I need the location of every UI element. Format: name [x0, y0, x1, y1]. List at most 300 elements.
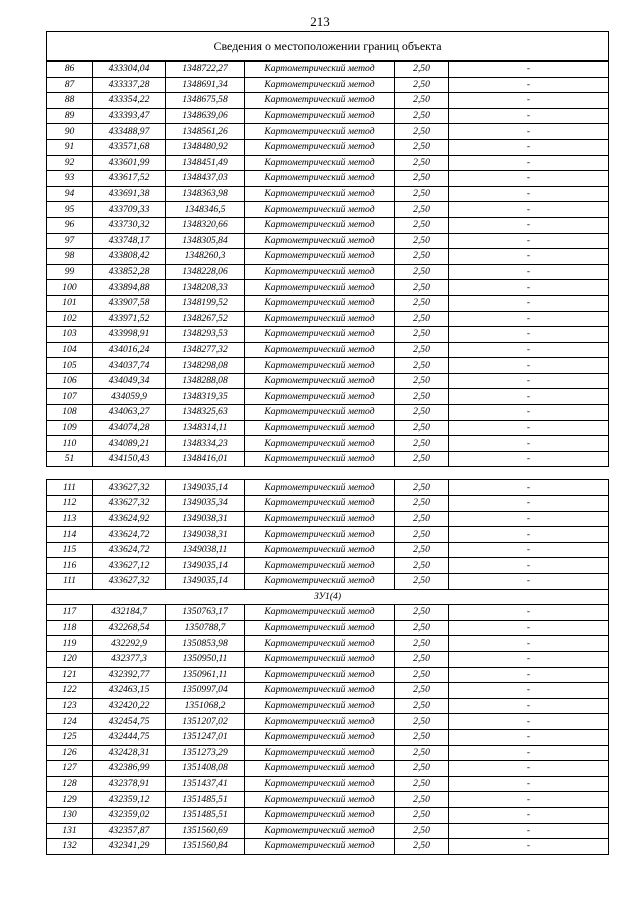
x-coordinate-cell: 434150,43	[93, 451, 166, 467]
method-cell: Картометрический метод	[245, 667, 395, 683]
y-coordinate-cell: 1351408,08	[166, 761, 245, 777]
table-row	[47, 574, 609, 590]
y-coordinate-cell: 1348293,53	[166, 327, 245, 343]
y-coordinate-cell: 1349035,14	[166, 574, 245, 590]
x-coordinate-cell: 434074,28	[93, 420, 166, 436]
point-number-cell: 119	[47, 636, 93, 652]
table-row	[47, 295, 609, 311]
x-coordinate-cell: 433354,22	[93, 93, 166, 109]
y-coordinate-cell: 1348228,06	[166, 264, 245, 280]
note-cell: -	[449, 496, 609, 512]
y-coordinate-cell: 1351068,2	[166, 698, 245, 714]
x-coordinate-cell: 433808,42	[93, 249, 166, 265]
table-row	[47, 373, 609, 389]
x-coordinate-cell: 433393,47	[93, 108, 166, 124]
table-row	[47, 124, 609, 140]
y-coordinate-cell: 1349038,31	[166, 511, 245, 527]
note-cell: -	[449, 186, 609, 202]
note-cell: -	[449, 683, 609, 699]
method-cell: Картометрический метод	[245, 807, 395, 823]
note-cell: -	[449, 155, 609, 171]
y-coordinate-cell: 1348199,52	[166, 295, 245, 311]
accuracy-cell: 2,50	[395, 714, 449, 730]
table-row	[47, 667, 609, 683]
x-coordinate-cell: 432292,9	[93, 636, 166, 652]
table-row	[47, 217, 609, 233]
note-cell: -	[449, 776, 609, 792]
accuracy-cell: 2,50	[395, 667, 449, 683]
accuracy-cell: 2,50	[395, 496, 449, 512]
method-cell: Картометрический метод	[245, 558, 395, 574]
x-coordinate-cell: 434037,74	[93, 358, 166, 374]
y-coordinate-cell: 1348416,01	[166, 451, 245, 467]
method-cell: Картометрический метод	[245, 683, 395, 699]
table-row	[47, 776, 609, 792]
y-coordinate-cell: 1349035,14	[166, 558, 245, 574]
accuracy-cell: 2,50	[395, 358, 449, 374]
y-coordinate-cell: 1350763,17	[166, 605, 245, 621]
accuracy-cell: 2,50	[395, 405, 449, 421]
method-cell: Картометрический метод	[245, 574, 395, 590]
note-cell: -	[449, 823, 609, 839]
table-row	[47, 327, 609, 343]
accuracy-cell: 2,50	[395, 776, 449, 792]
y-coordinate-cell: 1348325,63	[166, 405, 245, 421]
method-cell: Картометрический метод	[245, 108, 395, 124]
point-number-cell: 128	[47, 776, 93, 792]
point-number-cell: 86	[47, 61, 93, 77]
note-cell: -	[449, 542, 609, 558]
table-row	[47, 636, 609, 652]
y-coordinate-cell: 1349038,31	[166, 527, 245, 543]
x-coordinate-cell: 432392,77	[93, 667, 166, 683]
point-number-cell: 94	[47, 186, 93, 202]
x-coordinate-cell: 432341,29	[93, 839, 166, 855]
x-coordinate-cell: 433627,12	[93, 558, 166, 574]
method-cell: Картометрический метод	[245, 202, 395, 218]
point-number-cell: 124	[47, 714, 93, 730]
point-number-cell: 111	[47, 574, 93, 590]
x-coordinate-cell: 433709,33	[93, 202, 166, 218]
table-row	[47, 202, 609, 218]
table-row	[47, 480, 609, 496]
note-cell: -	[449, 605, 609, 621]
x-coordinate-cell: 433617,52	[93, 171, 166, 187]
x-coordinate-cell: 432359,12	[93, 792, 166, 808]
boundary-coordinates-table	[46, 31, 609, 855]
method-cell: Картометрический метод	[245, 761, 395, 777]
y-coordinate-cell: 1348561,26	[166, 124, 245, 140]
point-number-cell: 108	[47, 405, 93, 421]
point-number-cell: 110	[47, 436, 93, 452]
point-number-cell: 125	[47, 729, 93, 745]
note-cell: -	[449, 761, 609, 777]
y-coordinate-cell: 1351485,51	[166, 807, 245, 823]
table-title: Сведения о местоположении границ объекта	[47, 32, 609, 62]
method-cell: Картометрический метод	[245, 373, 395, 389]
note-cell: -	[449, 729, 609, 745]
note-cell: -	[449, 202, 609, 218]
y-coordinate-cell: 1350950,11	[166, 651, 245, 667]
y-coordinate-cell: 1348305,84	[166, 233, 245, 249]
note-cell: -	[449, 389, 609, 405]
y-coordinate-cell: 1350997,04	[166, 683, 245, 699]
note-cell: -	[449, 139, 609, 155]
accuracy-cell: 2,50	[395, 698, 449, 714]
point-number-cell: 51	[47, 451, 93, 467]
note-cell: -	[449, 171, 609, 187]
table-row	[47, 698, 609, 714]
y-coordinate-cell: 1349038,11	[166, 542, 245, 558]
note-cell: -	[449, 527, 609, 543]
method-cell: Картометрический метод	[245, 605, 395, 621]
table-row	[47, 558, 609, 574]
method-cell: Картометрический метод	[245, 171, 395, 187]
point-number-cell: 87	[47, 77, 93, 93]
y-coordinate-cell: 1348334,23	[166, 436, 245, 452]
x-coordinate-cell: 432184,7	[93, 605, 166, 621]
x-coordinate-cell: 433337,28	[93, 77, 166, 93]
table-row	[47, 61, 609, 77]
table-row	[47, 280, 609, 296]
section-heading: ЗУ1(4)	[47, 589, 609, 605]
y-coordinate-cell: 1348691,34	[166, 77, 245, 93]
accuracy-cell: 2,50	[395, 264, 449, 280]
accuracy-cell: 2,50	[395, 108, 449, 124]
method-cell: Картометрический метод	[245, 511, 395, 527]
method-cell: Картометрический метод	[245, 651, 395, 667]
point-number-cell: 113	[47, 511, 93, 527]
method-cell: Картометрический метод	[245, 264, 395, 280]
accuracy-cell: 2,50	[395, 233, 449, 249]
method-cell: Картометрический метод	[245, 839, 395, 855]
point-number-cell: 93	[47, 171, 93, 187]
method-cell: Картометрический метод	[245, 280, 395, 296]
point-number-cell: 98	[47, 249, 93, 265]
method-cell: Картометрический метод	[245, 358, 395, 374]
table-row	[47, 620, 609, 636]
point-number-cell: 101	[47, 295, 93, 311]
note-cell: -	[449, 511, 609, 527]
point-number-cell: 112	[47, 496, 93, 512]
y-coordinate-cell: 1348314,11	[166, 420, 245, 436]
accuracy-cell: 2,50	[395, 327, 449, 343]
note-cell: -	[449, 839, 609, 855]
table-row	[47, 714, 609, 730]
x-coordinate-cell: 432359,02	[93, 807, 166, 823]
x-coordinate-cell: 432357,87	[93, 823, 166, 839]
method-cell: Картометрический метод	[245, 480, 395, 496]
note-cell: -	[449, 217, 609, 233]
y-coordinate-cell: 1349035,34	[166, 496, 245, 512]
table-row	[47, 761, 609, 777]
y-coordinate-cell: 1348208,33	[166, 280, 245, 296]
note-cell: -	[449, 667, 609, 683]
accuracy-cell: 2,50	[395, 527, 449, 543]
y-coordinate-cell: 1348277,32	[166, 342, 245, 358]
method-cell: Картометрический метод	[245, 714, 395, 730]
note-cell: -	[449, 295, 609, 311]
method-cell: Картометрический метод	[245, 729, 395, 745]
accuracy-cell: 2,50	[395, 792, 449, 808]
y-coordinate-cell: 1348346,5	[166, 202, 245, 218]
point-number-cell: 122	[47, 683, 93, 699]
point-number-cell: 114	[47, 527, 93, 543]
note-cell: -	[449, 358, 609, 374]
y-coordinate-cell: 1351485,51	[166, 792, 245, 808]
x-coordinate-cell: 434089,21	[93, 436, 166, 452]
accuracy-cell: 2,50	[395, 574, 449, 590]
point-number-cell: 130	[47, 807, 93, 823]
y-coordinate-cell: 1348437,03	[166, 171, 245, 187]
accuracy-cell: 2,50	[395, 558, 449, 574]
table-row	[47, 77, 609, 93]
method-cell: Картометрический метод	[245, 527, 395, 543]
method-cell: Картометрический метод	[245, 823, 395, 839]
note-cell: -	[449, 327, 609, 343]
x-coordinate-cell: 433627,32	[93, 574, 166, 590]
method-cell: Картометрический метод	[245, 792, 395, 808]
accuracy-cell: 2,50	[395, 839, 449, 855]
note-cell: -	[449, 745, 609, 761]
table-row	[47, 745, 609, 761]
point-number-cell: 126	[47, 745, 93, 761]
note-cell: -	[449, 698, 609, 714]
accuracy-cell: 2,50	[395, 511, 449, 527]
point-number-cell: 89	[47, 108, 93, 124]
note-cell: -	[449, 420, 609, 436]
table-row	[47, 139, 609, 155]
x-coordinate-cell: 434059,9	[93, 389, 166, 405]
y-coordinate-cell: 1351207,02	[166, 714, 245, 730]
accuracy-cell: 2,50	[395, 480, 449, 496]
point-number-cell: 106	[47, 373, 93, 389]
note-cell: -	[449, 93, 609, 109]
table-row	[47, 264, 609, 280]
accuracy-cell: 2,50	[395, 807, 449, 823]
point-number-cell: 123	[47, 698, 93, 714]
blank-cell	[47, 467, 609, 480]
note-cell: -	[449, 233, 609, 249]
method-cell: Картометрический метод	[245, 776, 395, 792]
y-coordinate-cell: 1351273,29	[166, 745, 245, 761]
method-cell: Картометрический метод	[245, 61, 395, 77]
note-cell: -	[449, 620, 609, 636]
table-row	[47, 839, 609, 855]
point-number-cell: 99	[47, 264, 93, 280]
table-row	[47, 93, 609, 109]
table-row	[47, 342, 609, 358]
note-cell: -	[449, 636, 609, 652]
note-cell: -	[449, 61, 609, 77]
x-coordinate-cell: 433627,32	[93, 480, 166, 496]
table-row	[47, 186, 609, 202]
y-coordinate-cell: 1348675,58	[166, 93, 245, 109]
point-number-cell: 121	[47, 667, 93, 683]
accuracy-cell: 2,50	[395, 280, 449, 296]
point-number-cell: 118	[47, 620, 93, 636]
table-row	[47, 108, 609, 124]
accuracy-cell: 2,50	[395, 124, 449, 140]
y-coordinate-cell: 1348722,27	[166, 61, 245, 77]
table-row	[47, 511, 609, 527]
y-coordinate-cell: 1350961,11	[166, 667, 245, 683]
x-coordinate-cell: 433998,91	[93, 327, 166, 343]
method-cell: Картометрический метод	[245, 389, 395, 405]
y-coordinate-cell: 1348480,92	[166, 139, 245, 155]
note-cell: -	[449, 124, 609, 140]
x-coordinate-cell: 433907,58	[93, 295, 166, 311]
x-coordinate-cell: 432377,3	[93, 651, 166, 667]
point-number-cell: 96	[47, 217, 93, 233]
note-cell: -	[449, 373, 609, 389]
point-number-cell: 127	[47, 761, 93, 777]
table-row	[47, 249, 609, 265]
accuracy-cell: 2,50	[395, 77, 449, 93]
method-cell: Картометрический метод	[245, 405, 395, 421]
note-cell: -	[449, 574, 609, 590]
accuracy-cell: 2,50	[395, 186, 449, 202]
note-cell: -	[449, 342, 609, 358]
note-cell: -	[449, 451, 609, 467]
y-coordinate-cell: 1348320,66	[166, 217, 245, 233]
page-number: 213	[310, 14, 330, 29]
method-cell: Картометрический метод	[245, 342, 395, 358]
x-coordinate-cell: 432378,91	[93, 776, 166, 792]
note-cell: -	[449, 249, 609, 265]
table-row	[47, 389, 609, 405]
table-row	[47, 420, 609, 436]
method-cell: Картометрический метод	[245, 295, 395, 311]
accuracy-cell: 2,50	[395, 651, 449, 667]
x-coordinate-cell: 433488,97	[93, 124, 166, 140]
x-coordinate-cell: 433601,99	[93, 155, 166, 171]
y-coordinate-cell: 1348260,3	[166, 249, 245, 265]
method-cell: Картометрический метод	[245, 93, 395, 109]
method-cell: Картометрический метод	[245, 124, 395, 140]
point-number-cell: 97	[47, 233, 93, 249]
table-row	[47, 405, 609, 421]
y-coordinate-cell: 1348288,08	[166, 373, 245, 389]
table-row	[47, 451, 609, 467]
accuracy-cell: 2,50	[395, 451, 449, 467]
accuracy-cell: 2,50	[395, 342, 449, 358]
accuracy-cell: 2,50	[395, 389, 449, 405]
point-number-cell: 88	[47, 93, 93, 109]
accuracy-cell: 2,50	[395, 636, 449, 652]
x-coordinate-cell: 432463,15	[93, 683, 166, 699]
y-coordinate-cell: 1350788,7	[166, 620, 245, 636]
method-cell: Картометрический метод	[245, 496, 395, 512]
note-cell: -	[449, 77, 609, 93]
note-cell: -	[449, 264, 609, 280]
accuracy-cell: 2,50	[395, 436, 449, 452]
method-cell: Картометрический метод	[245, 327, 395, 343]
point-number-cell: 109	[47, 420, 93, 436]
x-coordinate-cell: 433624,92	[93, 511, 166, 527]
y-coordinate-cell: 1351560,69	[166, 823, 245, 839]
method-cell: Картометрический метод	[245, 186, 395, 202]
method-cell: Картометрический метод	[245, 217, 395, 233]
section-heading-row	[47, 589, 609, 605]
point-number-cell: 92	[47, 155, 93, 171]
accuracy-cell: 2,50	[395, 620, 449, 636]
point-number-cell: 117	[47, 605, 93, 621]
x-coordinate-cell: 433971,52	[93, 311, 166, 327]
point-number-cell: 115	[47, 542, 93, 558]
table-title-row	[47, 32, 609, 62]
method-cell: Картометрический метод	[245, 233, 395, 249]
table-row	[47, 358, 609, 374]
accuracy-cell: 2,50	[395, 171, 449, 187]
y-coordinate-cell: 1348639,06	[166, 108, 245, 124]
point-number-cell: 102	[47, 311, 93, 327]
x-coordinate-cell: 433748,17	[93, 233, 166, 249]
accuracy-cell: 2,50	[395, 729, 449, 745]
y-coordinate-cell: 1348319,35	[166, 389, 245, 405]
x-coordinate-cell: 433730,32	[93, 217, 166, 233]
x-coordinate-cell: 433627,32	[93, 496, 166, 512]
y-coordinate-cell: 1348298,08	[166, 358, 245, 374]
point-number-cell: 104	[47, 342, 93, 358]
table-row	[47, 651, 609, 667]
table-row	[47, 155, 609, 171]
point-number-cell: 103	[47, 327, 93, 343]
accuracy-cell: 2,50	[395, 373, 449, 389]
table-row	[47, 823, 609, 839]
point-number-cell: 111	[47, 480, 93, 496]
x-coordinate-cell: 433852,28	[93, 264, 166, 280]
method-cell: Картометрический метод	[245, 77, 395, 93]
method-cell: Картометрический метод	[245, 636, 395, 652]
table-row	[47, 233, 609, 249]
y-coordinate-cell: 1351560,84	[166, 839, 245, 855]
accuracy-cell: 2,50	[395, 202, 449, 218]
table-row	[47, 436, 609, 452]
note-cell: -	[449, 714, 609, 730]
table-row	[47, 792, 609, 808]
table-row	[47, 807, 609, 823]
point-number-cell: 100	[47, 280, 93, 296]
y-coordinate-cell: 1348267,52	[166, 311, 245, 327]
table-row	[47, 683, 609, 699]
note-cell: -	[449, 108, 609, 124]
point-number-cell: 129	[47, 792, 93, 808]
x-coordinate-cell: 432428,31	[93, 745, 166, 761]
x-coordinate-cell: 432386,99	[93, 761, 166, 777]
note-cell: -	[449, 558, 609, 574]
x-coordinate-cell: 433304,04	[93, 61, 166, 77]
note-cell: -	[449, 311, 609, 327]
accuracy-cell: 2,50	[395, 155, 449, 171]
method-cell: Картометрический метод	[245, 420, 395, 436]
y-coordinate-cell: 1350853,98	[166, 636, 245, 652]
method-cell: Картометрический метод	[245, 139, 395, 155]
point-number-cell: 105	[47, 358, 93, 374]
y-coordinate-cell: 1348451,49	[166, 155, 245, 171]
table-row	[47, 171, 609, 187]
x-coordinate-cell: 433571,68	[93, 139, 166, 155]
method-cell: Картометрический метод	[245, 155, 395, 171]
accuracy-cell: 2,50	[395, 823, 449, 839]
x-coordinate-cell: 433691,38	[93, 186, 166, 202]
table-row	[47, 542, 609, 558]
y-coordinate-cell: 1349035,14	[166, 480, 245, 496]
accuracy-cell: 2,50	[395, 139, 449, 155]
note-cell: -	[449, 792, 609, 808]
x-coordinate-cell: 434049,34	[93, 373, 166, 389]
x-coordinate-cell: 434063,27	[93, 405, 166, 421]
